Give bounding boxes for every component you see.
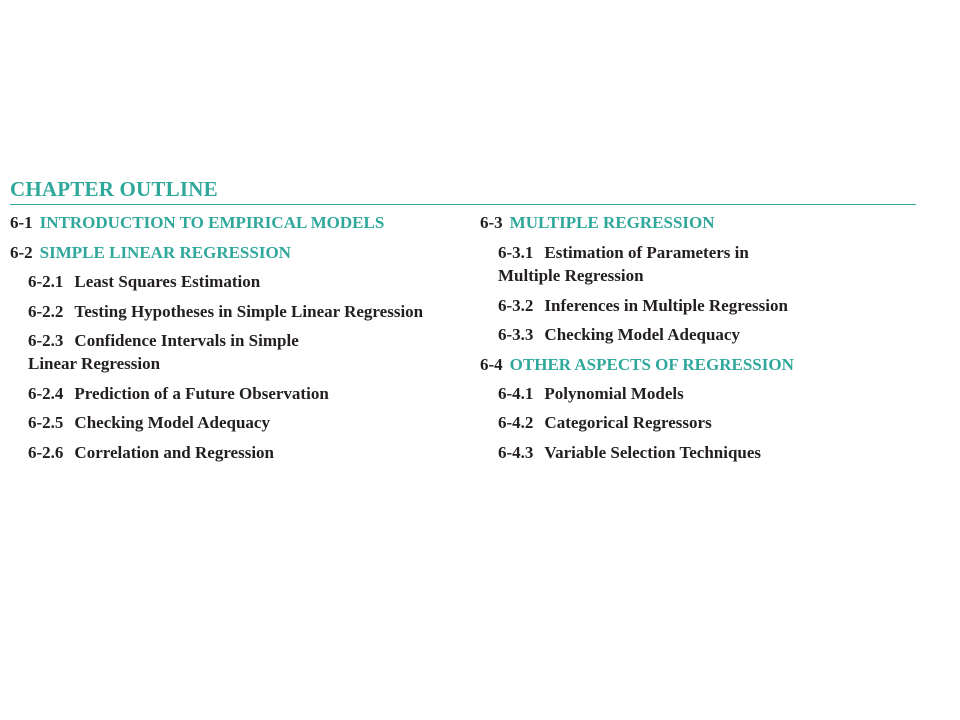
subsection-6-3-1-continued <box>498 264 644 288</box>
subsection-6-2-1 <box>28 270 260 294</box>
subsection-title: Confidence Intervals in Simple <box>74 331 299 350</box>
subsection-title: Correlation and Regression <box>74 443 275 462</box>
subsection-title-continued: Multiple Regression <box>498 266 644 285</box>
subsection-6-4-3 <box>498 441 761 465</box>
subsection-number: 6-4.1 <box>498 384 534 403</box>
subsection-number: 6-2.1 <box>28 272 64 291</box>
section-6-2 <box>10 243 291 263</box>
subsection-title: Polynomial Models <box>544 384 684 403</box>
subsection-title: Least Squares Estimation <box>74 272 261 291</box>
subsection-6-3-3 <box>498 323 740 347</box>
subsection-number: 6-3.2 <box>498 296 534 315</box>
subsection-6-2-4 <box>28 382 329 406</box>
section-number: 6-3 <box>480 213 503 232</box>
subsection-number: 6-2.4 <box>28 384 64 403</box>
section-number: 6-1 <box>10 213 33 232</box>
subsection-number: 6-4.2 <box>498 413 534 432</box>
subsection-6-4-2 <box>498 411 712 435</box>
subsection-title: Testing Hypotheses in Simple Linear Regression <box>74 302 424 321</box>
subsection-title-continued: Linear Regression <box>28 354 161 373</box>
subsection-6-3-2 <box>498 294 788 318</box>
section-6-3 <box>480 213 715 233</box>
subsection-title: Categorical Regressors <box>544 413 712 432</box>
subsection-number: 6-4.3 <box>498 443 534 462</box>
subsection-number: 6-2.6 <box>28 443 64 462</box>
subsection-number: 6-3.3 <box>498 325 534 344</box>
outline-columns <box>10 205 916 505</box>
subsection-title: Estimation of Parameters in <box>544 243 749 262</box>
section-number: 6-4 <box>480 355 503 374</box>
subsection-6-4-1 <box>498 382 684 406</box>
subsection-title: Prediction of a Future Observation <box>74 384 329 403</box>
subsection-6-2-6 <box>28 441 274 465</box>
section-title: SIMPLE LINEAR REGRESSION <box>39 243 291 262</box>
subsection-title: Inferences in Multiple Regression <box>544 296 788 315</box>
subsection-6-3-1 <box>498 241 749 265</box>
section-title: MULTIPLE REGRESSION <box>509 213 715 232</box>
subsection-6-2-3-continued <box>28 352 160 376</box>
section-title: INTRODUCTION TO EMPIRICAL MODELS <box>39 213 385 232</box>
chapter-outline <box>10 176 916 505</box>
subsection-title: Checking Model Adequacy <box>544 325 740 344</box>
subsection-number: 6-2.3 <box>28 331 64 350</box>
subsection-number: 6-2.5 <box>28 413 64 432</box>
section-number: 6-2 <box>10 243 33 262</box>
subsection-title: Checking Model Adequacy <box>74 413 270 432</box>
subsection-6-2-2 <box>28 300 423 324</box>
subsection-number: 6-3.1 <box>498 243 534 262</box>
subsection-6-2-3 <box>28 329 299 353</box>
subsection-number: 6-2.2 <box>28 302 64 321</box>
subsection-6-2-5 <box>28 411 270 435</box>
section-title: OTHER ASPECTS OF REGRESSION <box>509 355 794 374</box>
section-6-1 <box>10 213 384 233</box>
section-6-4 <box>480 355 794 375</box>
subsection-title: Variable Selection Techniques <box>544 443 762 462</box>
outline-title: CHAPTER OUTLINE <box>10 177 218 201</box>
